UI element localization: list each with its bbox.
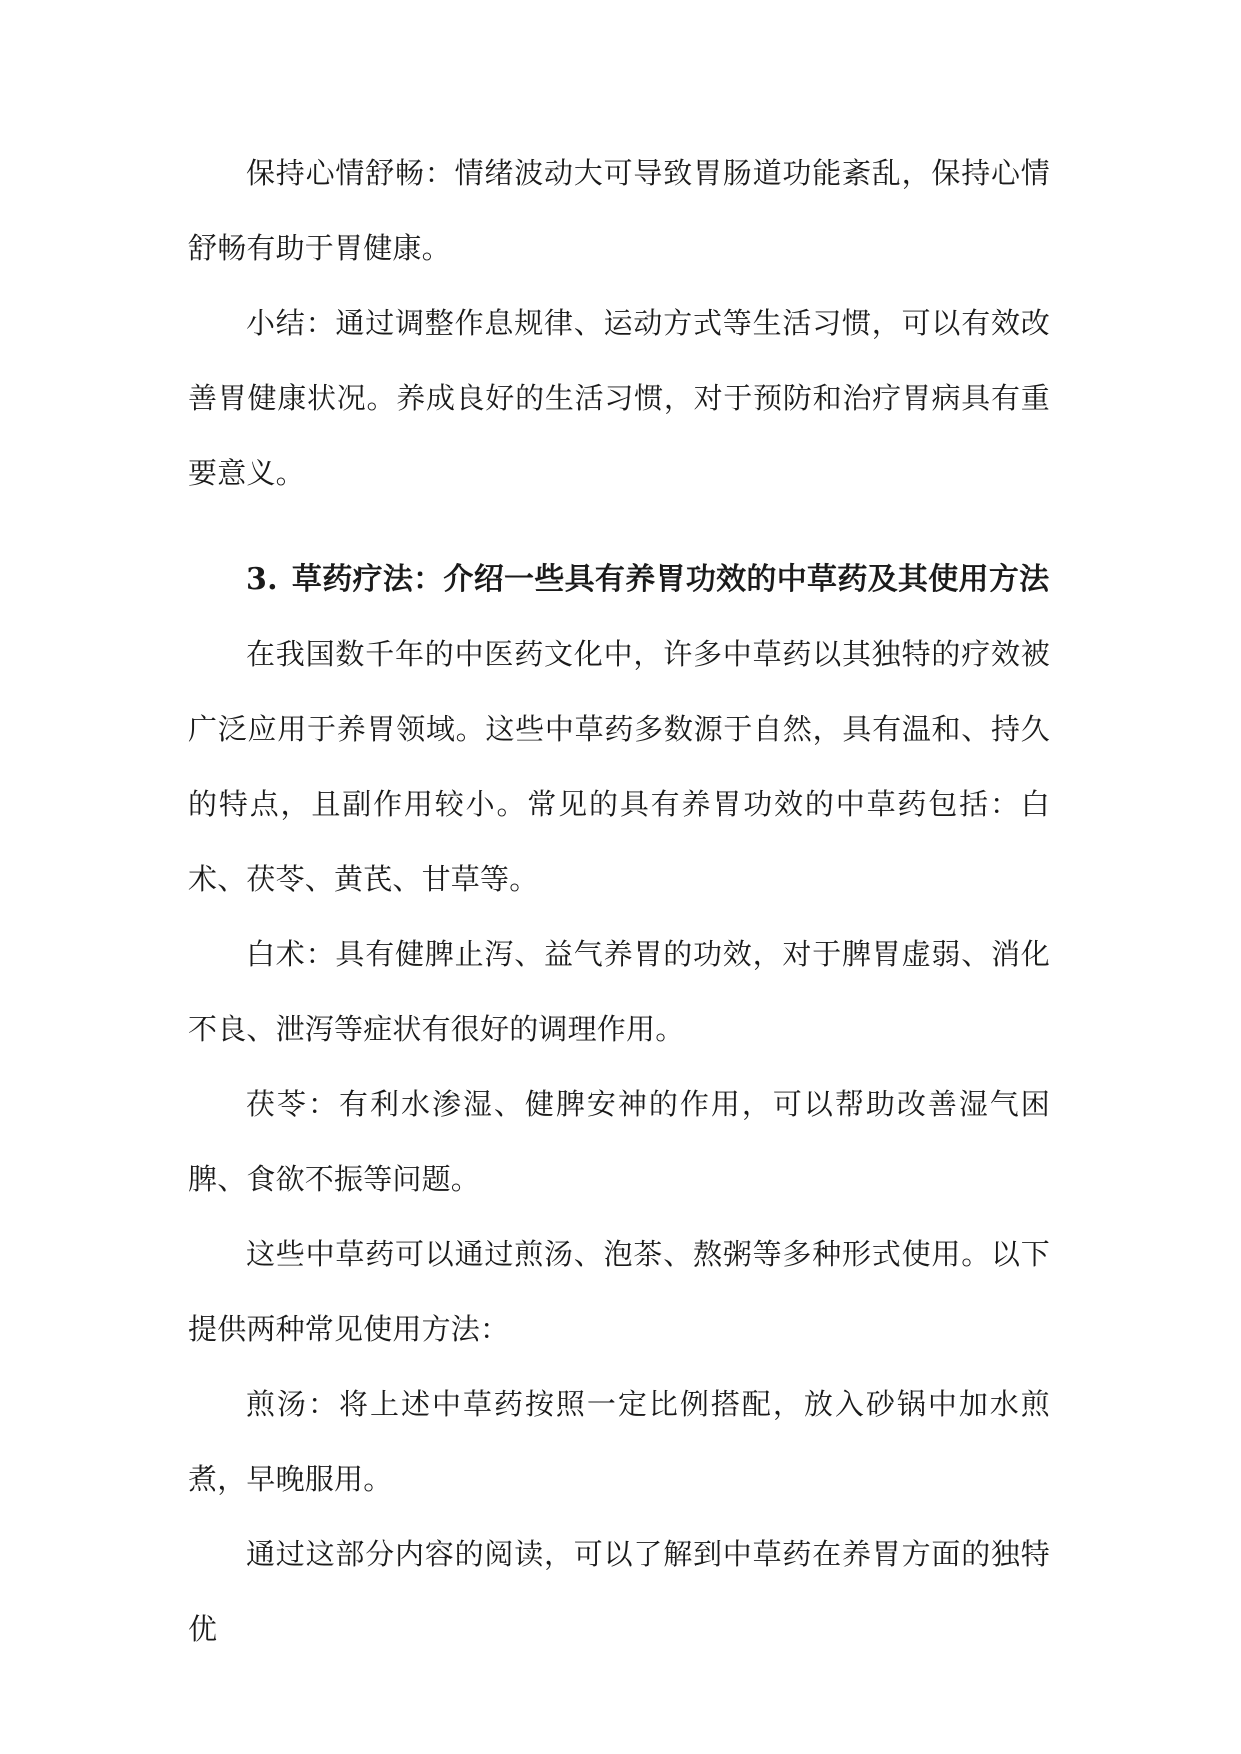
section-heading — [188, 542, 1050, 617]
paragraph-mood: 保持心情舒畅：情绪波动大可导致胃肠道功能紊乱，保持心情舒畅有助于胃健康。 — [188, 156, 1050, 265]
paragraph-intro: 在我国数千年的中医药文化中，许多中草药以其独特的疗效被广泛应用于养胃领域。这些中草药多数源于自然，具有温和、持久的特点，且副作用较小。常见的具有养胃功效的中草药包括：白术、茯苓、黄芪、甘草等。 — [188, 637, 1050, 896]
section-number: 3. — [246, 562, 278, 597]
paragraph-summary: 小结：通过调整作息规律、运动方式等生活习惯，可以有效改善胃健康状况。养成良好的生活习惯，对于预防和治疗胃病具有重要意义。 — [188, 306, 1050, 490]
section-title: 草药疗法：介绍一些具有养胃功效的中草药及其使用方法 — [291, 562, 1050, 597]
paragraph-usage: 这些中草药可以通过煎汤、泡茶、熬粥等多种形式使用。以下提供两种常见使用方法： — [188, 1237, 1050, 1346]
paragraph-fuling: 茯苓：有利水渗湿、健脾安神的作用，可以帮助改善湿气困脾、食欲不振等问题。 — [188, 1087, 1050, 1196]
paragraph-conclusion: 通过这部分内容的阅读，可以了解到中草药在养胃方面的独特优 — [188, 1537, 1050, 1646]
paragraph-baizhu: 白术：具有健脾止泻、益气养胃的功效，对于脾胃虚弱、消化不良、泄泻等症状有很好的调理作用。 — [188, 937, 1050, 1046]
document-body — [188, 136, 1050, 1667]
paragraph-decoction: 煎汤：将上述中草药按照一定比例搭配，放入砂锅中加水煎煮，早晚服用。 — [188, 1387, 1050, 1496]
